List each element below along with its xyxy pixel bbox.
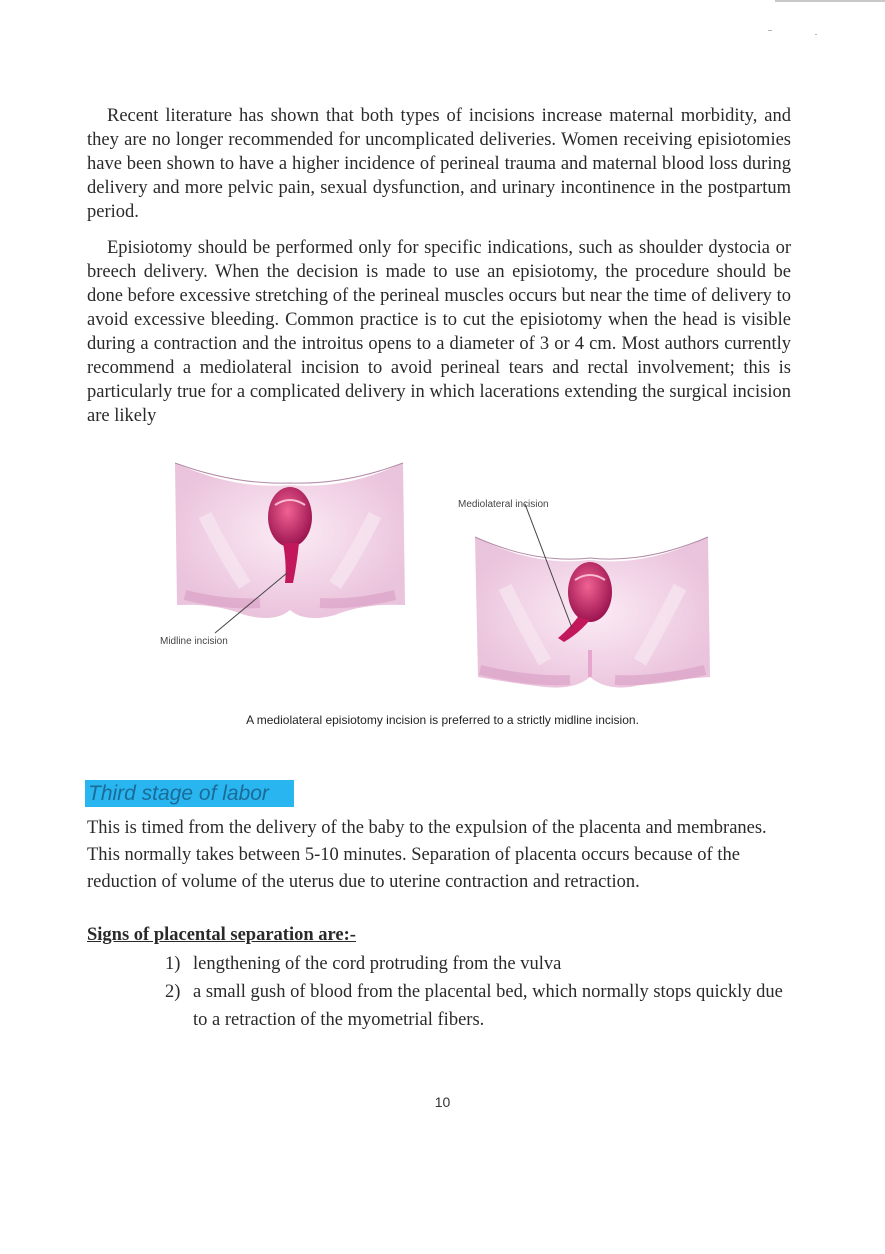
midline-incision-illustration	[165, 455, 415, 650]
scan-speck	[768, 30, 772, 31]
mediolateral-incision-illustration	[450, 492, 715, 692]
scan-speck	[815, 34, 817, 35]
list-item-number: 1)	[165, 954, 181, 974]
page-number: 10	[434, 1094, 451, 1110]
section-heading-third-stage: Third stage of labor	[85, 780, 294, 807]
list-item-text: lengthening of the cord protruding from the vulva	[193, 954, 562, 974]
list-item-text: a small gush of blood from the placental bed, which normally stops quickly due to a retraction of the myometrial fibers.	[193, 982, 783, 1030]
signs-list-title: Signs of placental separation are:-	[87, 925, 356, 945]
figure-caption: A mediolateral episiotomy incision is preferred to a strictly midline incision.	[246, 713, 639, 727]
mediolateral-incision-label: Mediolateral incision	[458, 499, 549, 510]
list-item	[165, 978, 785, 1034]
paragraph-morbidity: Recent literature has shown that both types of incisions increase maternal morbidity, and they are no longer recommended for uncomplicated deliveries. Women receiving episiotomies have been shown to have a higher incidence of perineal trauma and maternal blood loss during delivery and more pelvic pain, sexual dysfunction, and urinary incontinence in the postpartum period.	[87, 106, 791, 222]
midline-incision-label: Midline incision	[160, 636, 228, 647]
paragraph-third-stage: This is timed from the delivery of the baby to the expulsion of the placenta and membranes. This normally takes between 5-10 minutes. Separation of placenta occurs because of the reduction of volume of the uterus due to uterine contraction and retraction.	[87, 818, 767, 892]
list-item	[165, 950, 785, 978]
scan-edge-line	[775, 0, 885, 2]
list-item-number: 2)	[165, 982, 181, 1002]
paragraph-indications: Episiotomy should be performed only for specific indications, such as shoulder dystocia or breech delivery. When the decision is made to use an episiotomy, the procedure should be done before excessive stretching of the perineal muscles occurs but near the time of delivery to avoid excessive bleeding. Common practice is to cut the episiotomy when the head is visible during a contraction and the introitus opens to a diameter of 3 or 4 cm. Most authors currently recommend a mediolateral incision to avoid perineal tears and rectal involvement; this is particularly true for a complicated delivery in which lacerations extending the surgical incision are likely	[87, 238, 791, 426]
